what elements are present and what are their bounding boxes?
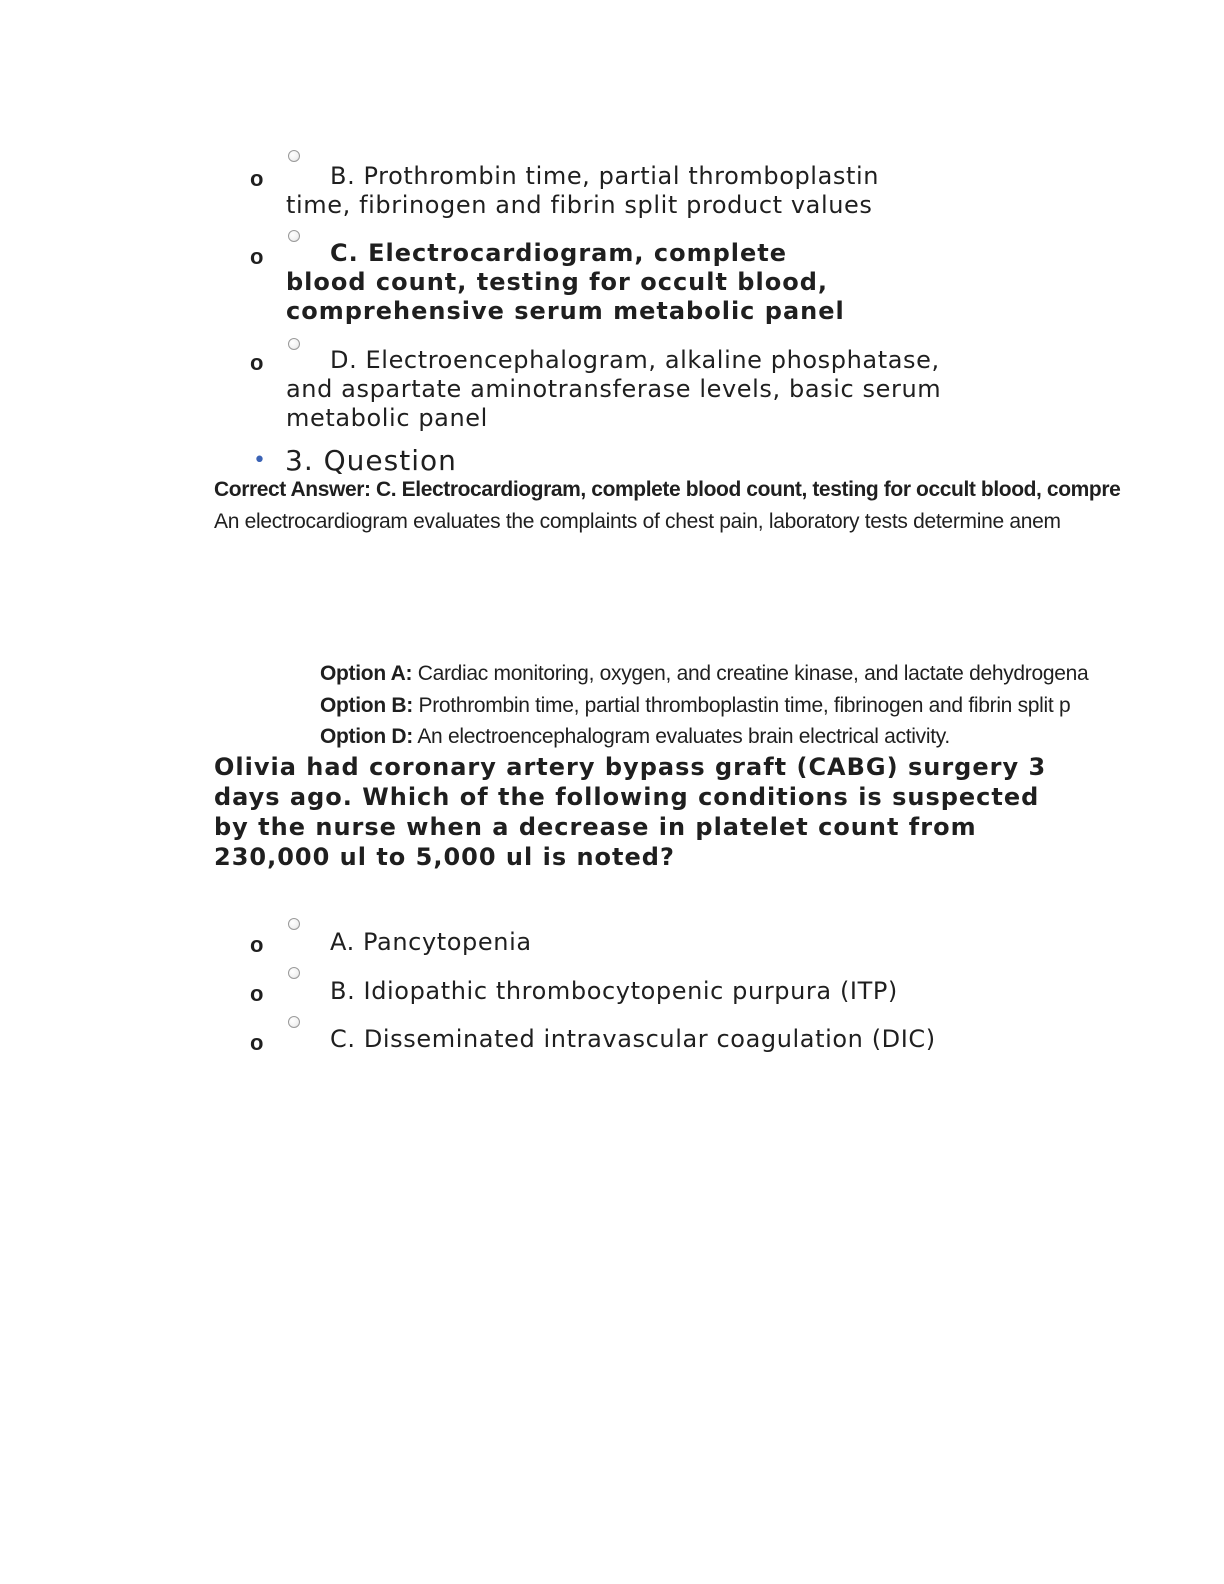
answer-option-label: C. Disseminated intravascular coagulation (DIC) xyxy=(330,1025,936,1053)
answer-option-a-text xyxy=(286,928,1066,957)
option-d-line2: and aspartate aminotransferase levels, basic serum xyxy=(286,375,942,403)
rationale-option-text: An electroencephalogram evaluates brain electrical activity. xyxy=(417,725,950,748)
list-bullet: o xyxy=(250,166,264,191)
option-b-line2: time, fibrinogen and fibrin split product values xyxy=(286,191,873,219)
option-b-radio[interactable] xyxy=(288,150,300,162)
option-b-line1: B. Prothrombin time, partial thromboplastin xyxy=(330,162,880,190)
answer-option-b-text xyxy=(286,977,1066,1006)
rationale-option-label: Option B: xyxy=(320,694,413,717)
option-d-line1: D. Electroencephalogram, alkaline phosphatase, xyxy=(330,346,940,374)
question-stem xyxy=(214,752,1064,872)
option-c-line1: C. Electrocardiogram, complete xyxy=(330,239,788,267)
option-c-line2: blood count, testing for occult blood, xyxy=(286,268,828,296)
rationale-option-label: Option D: xyxy=(320,725,413,748)
list-bullet: o xyxy=(250,350,264,375)
correct-answer: Correct Answer: C. Electrocardiogram, complete blood count, testing for occult blood, compre xyxy=(214,478,1121,501)
option-d-text xyxy=(286,346,1066,433)
option-c-text xyxy=(286,239,1066,326)
rationale-option-text: Cardiac monitoring, oxygen, and creatine kinase, and lactate dehydrogena xyxy=(417,662,1089,685)
question-heading xyxy=(253,444,457,477)
rationale-text: An electrocardiogram evaluates the complaints of chest pain, laboratory tests determine anem xyxy=(214,510,1061,533)
option-c-line3: comprehensive serum metabolic panel xyxy=(286,297,845,325)
bullet-dot-icon: • xyxy=(253,448,267,473)
rationale-option-a xyxy=(320,662,1088,686)
stem-line: 230,000 ul to 5,000 ul is noted? xyxy=(214,843,675,871)
list-bullet: o xyxy=(250,1030,264,1055)
option-d-line3: metabolic panel xyxy=(286,404,488,432)
answer-option-c-text xyxy=(286,1025,1066,1054)
rationale-option-b xyxy=(320,694,1070,718)
rationale-option-d xyxy=(320,725,950,749)
option-b-text xyxy=(286,162,1066,220)
question-heading-text: 3. Question xyxy=(285,444,457,477)
rationale-option-label: Option A: xyxy=(320,662,413,685)
stem-line: Olivia had coronary artery bypass graft (CABG) surgery 3 xyxy=(214,753,1047,781)
stem-line: by the nurse when a decrease in platelet count from xyxy=(214,813,977,841)
answer-option-label: A. Pancytopenia xyxy=(330,928,532,956)
rationale-option-text: Prothrombin time, partial thromboplastin time, fibrinogen and fibrin split p xyxy=(418,694,1071,717)
list-bullet: o xyxy=(250,932,264,957)
list-bullet: o xyxy=(250,981,264,1006)
list-bullet: o xyxy=(250,244,264,269)
stem-line: days ago. Which of the following conditions is suspected xyxy=(214,783,1040,811)
answer-option-label: B. Idiopathic thrombocytopenic purpura (ITP) xyxy=(330,977,898,1005)
